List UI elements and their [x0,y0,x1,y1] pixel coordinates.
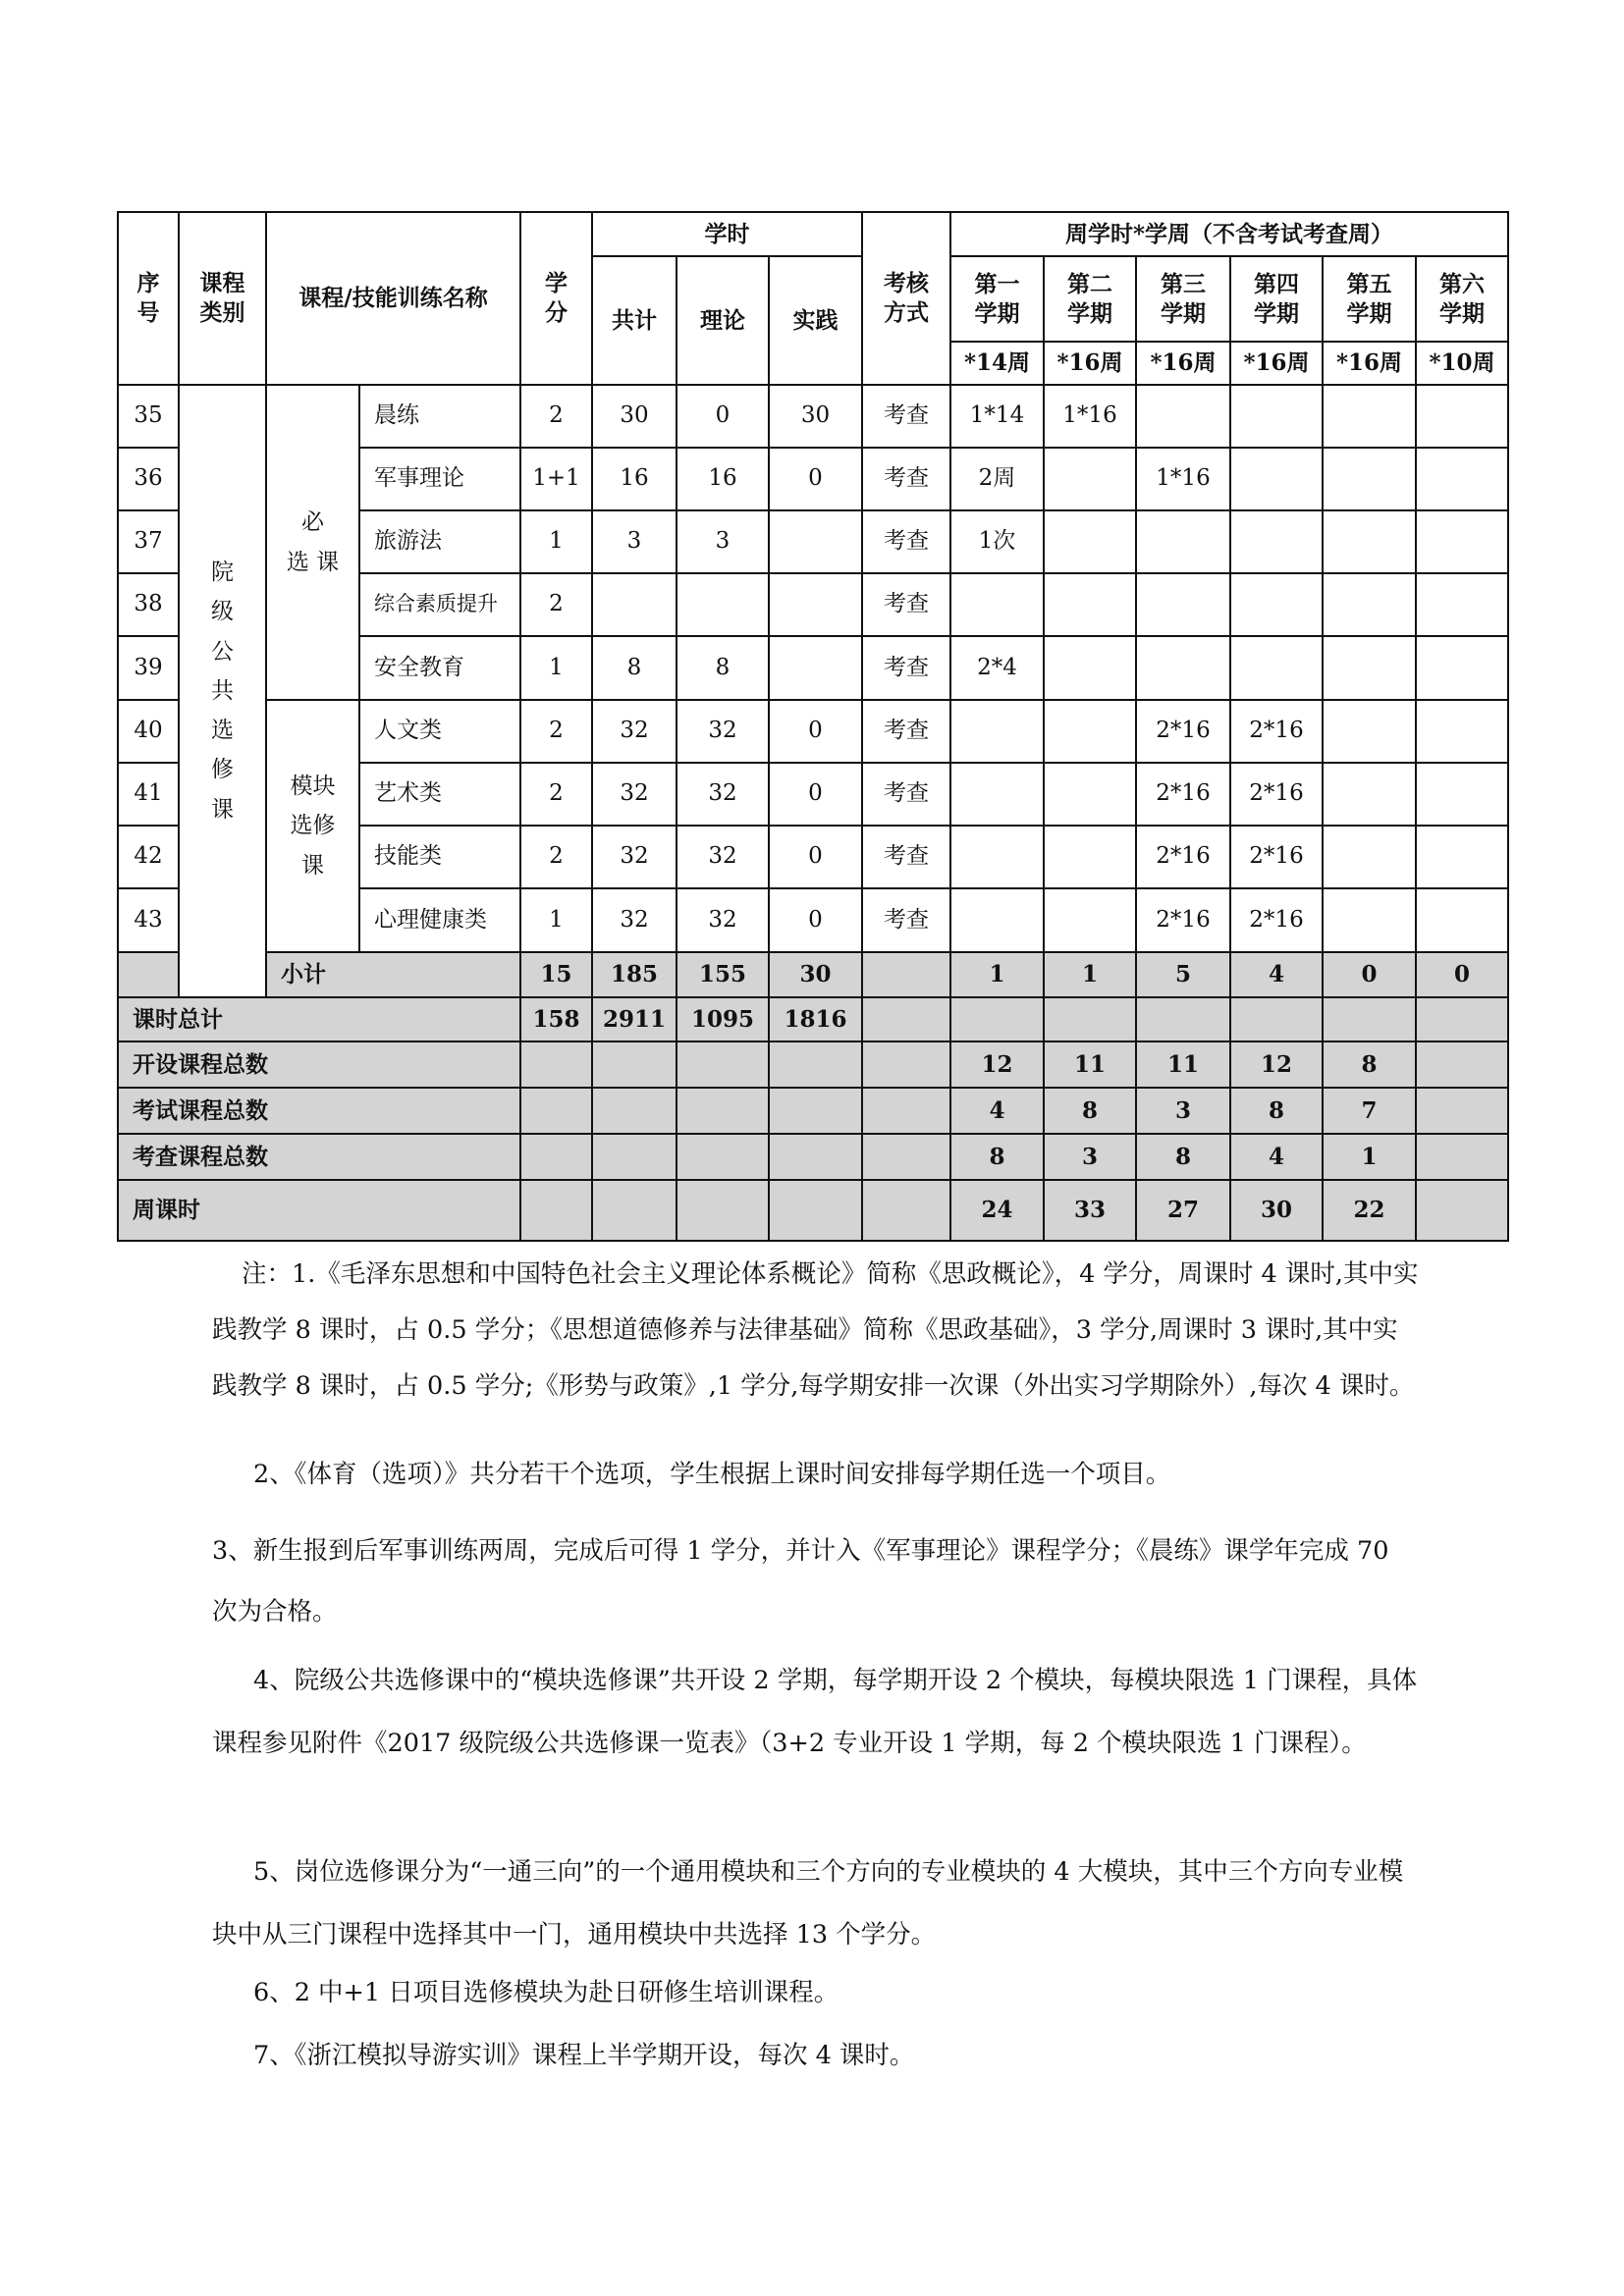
cell-t2 [1044,448,1136,510]
cell-t6: 0 [1416,952,1508,997]
cell-t3: 2*16 [1136,888,1230,952]
cell-t4: 30 [1230,1180,1323,1241]
cell-credits: 2 [520,763,592,826]
cell-t2: 33 [1044,1180,1136,1241]
cell-credits [520,1041,592,1088]
cell-t4: 2*16 [1230,888,1323,952]
cell-credits: 2 [520,573,592,636]
header-term-1: 第一 学期 [950,256,1044,342]
note-5: 5、岗位选修课分为“一通三向”的一个通用模块和三个方向的专业模块的 4 大模块，其中三个方向专业模块中从三门课程中选择其中一门，通用模块中共选择 13 个学分。 [212,1857,1404,1949]
cell-t4: 2*16 [1230,763,1323,826]
cell-assess: 考查 [862,385,950,448]
cell-total: 8 [592,636,677,700]
table-row [118,385,1508,448]
note-6: 6、2 中+1 日项目选修模块为赴日研修生培训课程。 [253,1978,839,2007]
summary-label: 开设课程总数 [118,1041,520,1088]
header-term-3: 第三 学期 [1136,256,1230,342]
summary-row [118,1041,1508,1088]
cell-t1: 1 [950,952,1044,997]
header-hours-theory: 理论 [677,256,769,385]
cell-t1: 8 [950,1134,1044,1180]
cell-credits: 1 [520,888,592,952]
subtotal-row [118,952,1508,997]
module-group-label: 模块 选修 课 [266,700,359,952]
cell-practice [769,1088,862,1134]
cell-theory: 8 [677,636,769,700]
cell-t2 [1044,888,1136,952]
cell-practice: 1816 [769,997,862,1041]
cell-theory: 3 [677,510,769,573]
summary-label: 课时总计 [118,997,520,1041]
cell-credits: 1 [520,636,592,700]
cell-name: 心理健康类 [359,888,520,952]
cell-t6 [1416,1041,1508,1088]
cell-total: 32 [592,700,677,763]
header-term-2-weeks: *16周 [1044,342,1136,385]
cell-seq [118,952,179,997]
cell-assess [862,1088,950,1134]
cell-t3 [1136,510,1230,573]
subtotal-label: 小计 [266,952,520,997]
cell-t5: 22 [1323,1180,1416,1241]
cell-total: 30 [592,385,677,448]
cell-t1 [950,763,1044,826]
cell-theory: 0 [677,385,769,448]
cell-t3: 5 [1136,952,1230,997]
cell-t6 [1416,997,1508,1041]
note-7: 7、《浙江模拟导游实训》课程上半学期开设，每次 4 课时。 [253,2041,915,2070]
header-weekly-hours: 周学时*学周（不含考试考查周） [950,212,1508,256]
table-row [118,700,1508,763]
cell-practice [769,636,862,700]
cell-name: 综合素质提升 [359,573,520,636]
cell-t1 [950,888,1044,952]
cell-t5: 7 [1323,1088,1416,1134]
cell-t4: 4 [1230,952,1323,997]
cell-t2 [1044,573,1136,636]
cell-practice [769,510,862,573]
cell-t2: 3 [1044,1134,1136,1180]
cell-seq: 41 [118,763,179,826]
cell-theory [677,573,769,636]
cell-assess: 考查 [862,448,950,510]
cell-total [592,573,677,636]
cell-credits: 1+1 [520,448,592,510]
cell-total: 185 [592,952,677,997]
cell-practice [769,1134,862,1180]
cell-seq: 42 [118,826,179,888]
cell-t4 [1230,997,1323,1041]
cell-total: 2911 [592,997,677,1041]
cell-t4 [1230,448,1323,510]
cell-t2: 1*16 [1044,385,1136,448]
cell-t2 [1044,826,1136,888]
cell-t4 [1230,573,1323,636]
cell-total [592,1041,677,1088]
curriculum-table [117,211,1509,1242]
cell-seq: 36 [118,448,179,510]
cell-t6 [1416,636,1508,700]
cell-assess: 考查 [862,888,950,952]
cell-theory [677,1088,769,1134]
cell-assess: 考查 [862,573,950,636]
cell-practice: 30 [769,952,862,997]
header-credits: 学 分 [520,212,592,385]
cell-t1: 4 [950,1088,1044,1134]
cell-total [592,1088,677,1134]
cell-practice [769,573,862,636]
cell-t2 [1044,510,1136,573]
header-hours-total: 共计 [592,256,677,385]
cell-t3: 2*16 [1136,763,1230,826]
cell-name: 晨练 [359,385,520,448]
cell-t4: 8 [1230,1088,1323,1134]
cell-theory: 32 [677,826,769,888]
cell-t2 [1044,763,1136,826]
cell-t1 [950,997,1044,1041]
header-hours: 学时 [592,212,862,256]
cell-theory [677,1041,769,1088]
cell-t3: 11 [1136,1041,1230,1088]
cell-practice [769,1041,862,1088]
cell-credits [520,1088,592,1134]
cell-t4: 2*16 [1230,700,1323,763]
cell-t2: 11 [1044,1041,1136,1088]
cell-theory: 32 [677,763,769,826]
cell-assess: 考查 [862,763,950,826]
cell-theory: 32 [677,888,769,952]
cell-t1: 1*14 [950,385,1044,448]
cell-total: 32 [592,763,677,826]
cell-t3: 27 [1136,1180,1230,1241]
cell-t5 [1323,636,1416,700]
summary-label: 周课时 [118,1180,520,1241]
cell-t2 [1044,997,1136,1041]
header-seq: 序 号 [118,212,179,385]
cell-name: 旅游法 [359,510,520,573]
cell-t5 [1323,826,1416,888]
cell-t3 [1136,385,1230,448]
cell-t5 [1323,448,1416,510]
cell-theory: 16 [677,448,769,510]
cell-practice: 0 [769,826,862,888]
cell-t5 [1323,700,1416,763]
header-hours-practice: 实践 [769,256,862,385]
header-term-3-weeks: *16周 [1136,342,1230,385]
header-term-2: 第二 学期 [1044,256,1136,342]
cell-t1: 12 [950,1041,1044,1088]
summary-row [118,1180,1508,1241]
header-term-5-weeks: *16周 [1323,342,1416,385]
cell-total [592,1180,677,1241]
cell-assess: 考查 [862,510,950,573]
cell-total [592,1134,677,1180]
cell-t5 [1323,888,1416,952]
cell-t4 [1230,510,1323,573]
header-term-4-weeks: *16周 [1230,342,1323,385]
cell-credits: 2 [520,700,592,763]
cell-seq: 37 [118,510,179,573]
cell-t3: 3 [1136,1088,1230,1134]
summary-row [118,997,1508,1041]
note-4: 4、院级公共选修课中的“模块选修课”共开设 2 学期，每学期开设 2 个模块，每模块限选 1 门课程，具体课程参见附件《2017 级院级公共选修课一览表》（3+2 专业开设 1 学期，每 2 个模块限选 1 门课程）。 [212,1666,1418,1758]
cell-assess: 考查 [862,700,950,763]
cell-t5 [1323,385,1416,448]
cell-assess [862,1180,950,1241]
cell-name: 人文类 [359,700,520,763]
cell-seq: 40 [118,700,179,763]
cell-t3: 2*16 [1136,700,1230,763]
cell-t1: 24 [950,1180,1044,1241]
cell-credits: 2 [520,385,592,448]
cell-theory [677,1180,769,1241]
cell-practice: 0 [769,763,862,826]
summary-label: 考查课程总数 [118,1134,520,1180]
cell-t4 [1230,636,1323,700]
cell-t6 [1416,385,1508,448]
cell-t1 [950,700,1044,763]
cell-practice: 30 [769,385,862,448]
header-term-6: 第六 学期 [1416,256,1508,342]
cell-t5 [1323,997,1416,1041]
cell-t1: 2*4 [950,636,1044,700]
cell-t6 [1416,1180,1508,1241]
cell-assess [862,997,950,1041]
required-group-label: 必 选 课 [266,385,359,700]
cell-t5: 1 [1323,1134,1416,1180]
cell-t2: 1 [1044,952,1136,997]
header-term-4: 第四 学期 [1230,256,1323,342]
cell-total: 32 [592,888,677,952]
summary-label: 考试课程总数 [118,1088,520,1134]
cell-t3: 1*16 [1136,448,1230,510]
cell-name: 安全教育 [359,636,520,700]
cell-t4: 4 [1230,1134,1323,1180]
header-category: 课程 类别 [179,212,266,385]
cell-assess [862,952,950,997]
cell-assess: 考查 [862,826,950,888]
header-term-5: 第五 学期 [1323,256,1416,342]
cell-t2 [1044,636,1136,700]
cell-theory [677,1134,769,1180]
cell-t3 [1136,636,1230,700]
cell-seq: 43 [118,888,179,952]
summary-row [118,1088,1508,1134]
cell-credits: 158 [520,997,592,1041]
cell-assess [862,1134,950,1180]
cell-practice: 0 [769,700,862,763]
header-term-1-weeks: *14周 [950,342,1044,385]
cell-t4: 12 [1230,1041,1323,1088]
cell-t2: 8 [1044,1088,1136,1134]
note-2: 2、《体育（选项）》共分若干个选项，学生根据上课时间安排每学期任选一个项目。 [253,1460,1171,1489]
cell-total: 16 [592,448,677,510]
cell-t1: 2周 [950,448,1044,510]
cell-practice: 0 [769,448,862,510]
cell-t5 [1323,510,1416,573]
cell-credits [520,1180,592,1241]
cell-t6 [1416,700,1508,763]
cell-name: 军事理论 [359,448,520,510]
cell-practice: 0 [769,888,862,952]
cell-t2 [1044,700,1136,763]
cell-t6 [1416,510,1508,573]
cell-t3 [1136,573,1230,636]
cell-t3: 8 [1136,1134,1230,1180]
cell-theory: 1095 [677,997,769,1041]
cell-t6 [1416,448,1508,510]
cell-t6 [1416,888,1508,952]
cell-t1: 1次 [950,510,1044,573]
cell-seq: 38 [118,573,179,636]
cell-name: 技能类 [359,826,520,888]
cell-t6 [1416,573,1508,636]
cell-assess [862,1041,950,1088]
cell-theory: 32 [677,700,769,763]
cell-seq: 35 [118,385,179,448]
cell-t6 [1416,826,1508,888]
category-label: 院 级 公 共 选 修 课 [179,385,266,997]
cell-name: 艺术类 [359,763,520,826]
cell-t1 [950,573,1044,636]
cell-credits [520,1134,592,1180]
cell-assess: 考查 [862,636,950,700]
header-assessment: 考核 方式 [862,212,950,385]
header-course-name: 课程/技能训练名称 [266,212,520,385]
cell-total: 32 [592,826,677,888]
cell-theory: 155 [677,952,769,997]
cell-t3 [1136,997,1230,1041]
cell-t6 [1416,1134,1508,1180]
cell-t6 [1416,763,1508,826]
cell-t6 [1416,1088,1508,1134]
cell-credits: 2 [520,826,592,888]
cell-total: 3 [592,510,677,573]
summary-row [118,1134,1508,1180]
cell-practice [769,1180,862,1241]
cell-t1 [950,826,1044,888]
note-3: 3、新生报到后军事训练两周，完成后可得 1 学分，并计入《军事理论》课程学分；《晨练》课学年完成 70 次为合格。 [212,1536,1389,1627]
cell-t3: 2*16 [1136,826,1230,888]
cell-t4: 2*16 [1230,826,1323,888]
cell-t4 [1230,385,1323,448]
cell-t5 [1323,763,1416,826]
cell-credits: 15 [520,952,592,997]
cell-credits: 1 [520,510,592,573]
cell-seq: 39 [118,636,179,700]
cell-t5 [1323,573,1416,636]
cell-t5: 8 [1323,1041,1416,1088]
cell-t5: 0 [1323,952,1416,997]
header-term-6-weeks: *10周 [1416,342,1508,385]
note-1: 注：1.《毛泽东思想和中国特色社会主义理论体系概论》简称《思政概论》，4 学分，周课时 4 课时,其中实践教学 8 课时，占 0.5 学分；《思想道德修养与法律基础》简称《思政基础》，3 学分,周课时 3 课时,其中实践教学 8 课时，占 0.5 学分;《形势与政策》,1 学分,每学期安排一次课（外出实习学期除外）,每次 4 课时。 [212,1259,1419,1401]
